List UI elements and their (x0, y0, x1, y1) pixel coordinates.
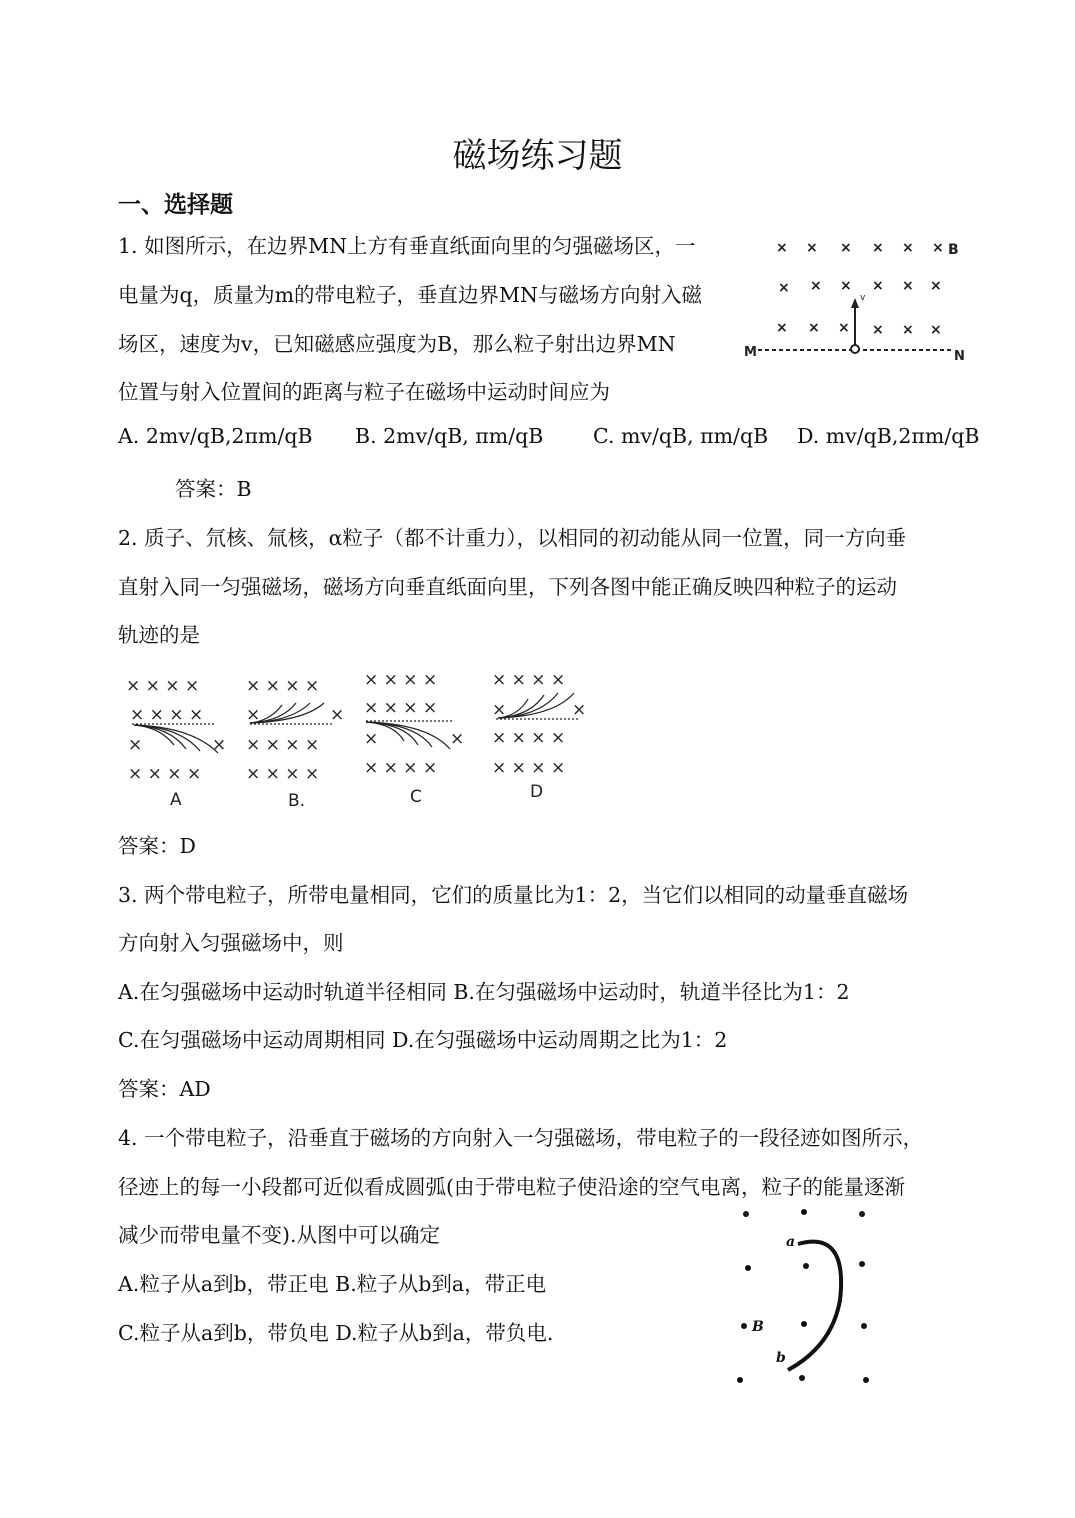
option-label-b: B. (288, 791, 306, 810)
svg-text:×: × (902, 322, 914, 338)
svg-text:×: × (806, 240, 818, 256)
q4-particle-track-figure (730, 1200, 880, 1390)
svg-text:×: × (330, 705, 345, 725)
velocity-label-v: v (860, 293, 866, 303)
svg-text:×: × (930, 322, 942, 338)
svg-text:×: × (450, 729, 465, 749)
svg-text:×: × (872, 278, 884, 294)
q2-line-2: 直射入同一匀强磁场，磁场方向垂直纸面向里，下列各图中能正确反映四种粒子的运动 (118, 575, 897, 599)
section-heading: 一、选择题 (118, 192, 233, 218)
page-title: 磁场练习题 (452, 136, 623, 176)
q1-answer: 答案：B (175, 477, 252, 501)
svg-text:× × × ×: × × × × (128, 764, 202, 784)
svg-text:×: × (364, 729, 379, 749)
q3-options-ab: A.在匀强磁场中运动时轨道半径相同 B.在匀强磁场中运动时，轨道半径比为1：2 (118, 980, 850, 1004)
field-label-b: B (948, 242, 959, 258)
field-label-b: B (752, 1319, 764, 1335)
q2-trajectory-options-figure (120, 665, 600, 810)
q1-option-a: A. 2mv/qB,2πm/qB (118, 424, 313, 448)
svg-text:×: × (840, 278, 852, 294)
q2-answer: 答案：D (118, 834, 196, 858)
svg-text:×: × (776, 320, 788, 336)
q1-line-3: 场区，速度为v，已知磁感应强度为B，那么粒子射出边界MN (118, 332, 676, 356)
q3-line-2: 方向射入匀强磁场中，则 (118, 931, 344, 955)
svg-text:× × × ×: × × × × (492, 728, 566, 748)
svg-text:×: × (872, 322, 884, 338)
option-label-d: D (530, 782, 544, 802)
svg-text:× × × ×: × × × × (246, 735, 320, 755)
svg-text:× × × ×: × × × × (364, 758, 438, 778)
q1-line-1: 1. 如图所示，在边界MN上方有垂直纸面向里的匀强磁场区，一 (118, 234, 696, 258)
svg-text:×: × (778, 280, 790, 296)
svg-text:×: × (212, 735, 227, 755)
q1-line-4: 位置与射入位置间的距离与粒子在磁场中运动时间应为 (118, 380, 610, 404)
svg-text:×: × (872, 240, 884, 256)
svg-text:× × × ×: × × × × (130, 705, 204, 725)
point-label-a: a (786, 1234, 796, 1250)
svg-text:×: × (902, 278, 914, 294)
svg-text:×: × (932, 240, 944, 256)
q2-line-3: 轨迹的是 (118, 623, 200, 647)
q4-line-2: 径迹上的每一小段都可近似看成圆弧(由于带电粒子使沿途的空气电离，粒子的能量逐渐 (118, 1175, 905, 1199)
svg-text:×: × (902, 240, 914, 256)
q3-answer: 答案：AD (118, 1077, 211, 1101)
boundary-label-n: N (954, 349, 965, 364)
svg-text:×: × (840, 240, 852, 256)
q4-line-1: 4. 一个带电粒子，沿垂直于磁场的方向射入一匀强磁场，带电粒子的一段径迹如图所示， (118, 1126, 924, 1150)
option-label-a: A (170, 790, 182, 810)
svg-text:×: × (492, 700, 507, 720)
q3-options-cd: C.在匀强磁场中运动周期相同 D.在匀强磁场中运动周期之比为1：2 (118, 1028, 728, 1052)
svg-text:× × × ×: × × × × (364, 698, 438, 718)
svg-text:×: × (128, 735, 143, 755)
svg-text:× × × ×: × × × × (492, 670, 566, 690)
svg-text:×: × (572, 700, 587, 720)
svg-text:×: × (930, 278, 942, 294)
svg-text:×: × (776, 240, 788, 256)
point-label-b: b (776, 1350, 786, 1366)
svg-text:×: × (838, 320, 850, 336)
q1-magnetic-field-figure (740, 230, 980, 370)
svg-text:× × × ×: × × × × (126, 676, 200, 696)
particle-entry-point (851, 345, 859, 353)
q1-option-d: D. mv/qB,2πm/qB (797, 424, 980, 448)
svg-text:×: × (808, 320, 820, 336)
svg-text:×: × (810, 278, 822, 294)
q1-line-2: 电量为q，质量为m的带电粒子，垂直边界MN与磁场方向射入磁 (118, 283, 702, 307)
svg-text:× × × ×: × × × × (246, 676, 320, 696)
svg-text:× × × ×: × × × × (246, 764, 320, 784)
q3-line-1: 3. 两个带电粒子，所带电量相同，它们的质量比为1：2，当它们以相同的动量垂直磁场 (118, 883, 909, 907)
q1-option-c: C. mv/qB, πm/qB (593, 424, 769, 448)
q4-options-cd: C.粒子从a到b，带负电 D.粒子从b到a，带负电. (118, 1321, 554, 1345)
q4-options-ab: A.粒子从a到b，带正电 B.粒子从b到a，带正电 (118, 1272, 547, 1296)
q2-line-1: 2. 质子、氘核、氚核，α粒子（都不计重力），以相同的初动能从同一位置，同一方向垂 (118, 526, 907, 550)
q1-option-b: B. 2mv/qB, πm/qB (355, 424, 544, 448)
svg-text:× × × ×: × × × × (364, 670, 438, 690)
arrowhead-icon (851, 298, 859, 308)
svg-text:× × × ×: × × × × (492, 758, 566, 778)
svg-text:×: × (246, 705, 261, 725)
particle-track (788, 1242, 841, 1370)
q4-line-3: 减少而带电量不变).从图中可以确定 (118, 1223, 441, 1247)
boundary-label-m: M (744, 345, 757, 360)
option-label-c: C (410, 787, 422, 807)
